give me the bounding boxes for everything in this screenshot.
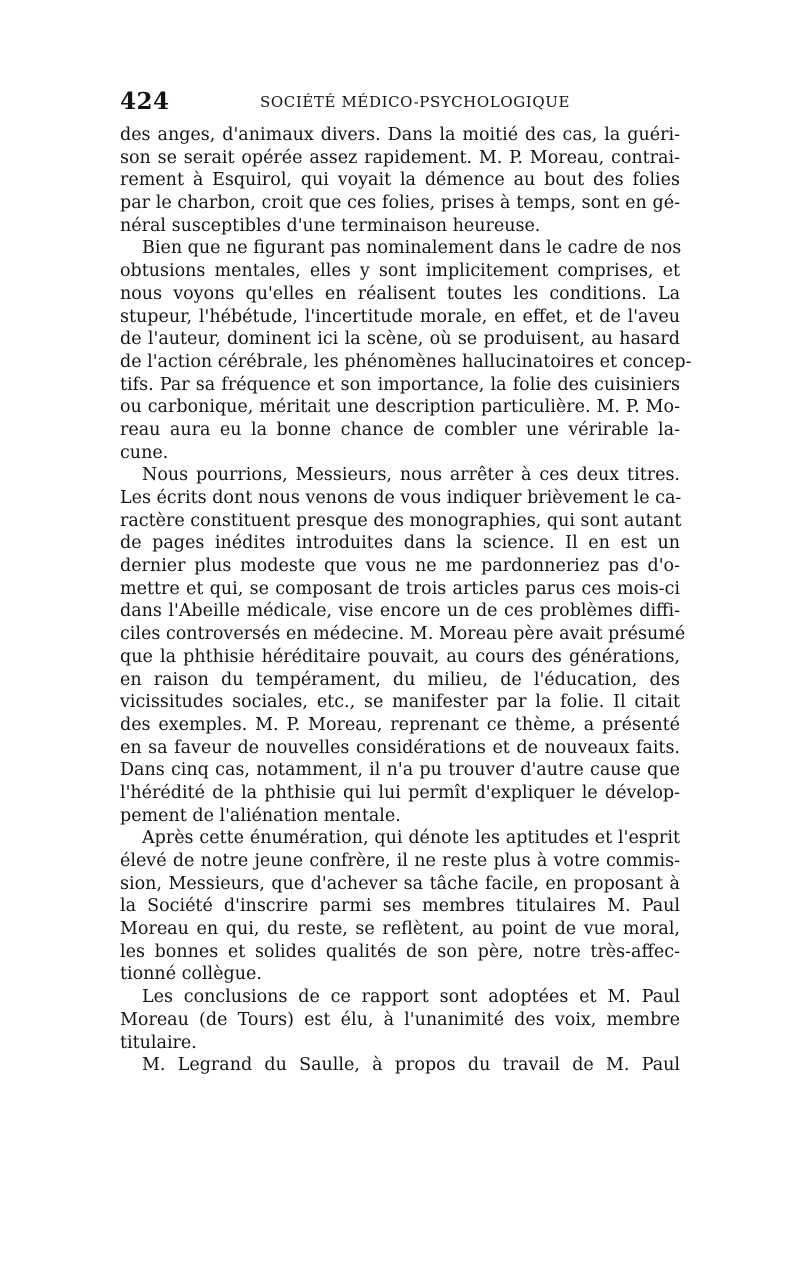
text-line: sion, Messieurs, que d'achever sa tâche facile, en proposant à <box>120 873 680 894</box>
text-line: des anges, d'animaux divers. Dans la moitié des cas, la guéri- <box>120 125 680 145</box>
text-line: néral susceptibles d'une terminaison heureuse. <box>120 215 541 236</box>
text-line: Bien que ne figurant pas nominalement dans le cadre de nos <box>142 238 682 259</box>
text-line: nous voyons qu'elles en réalisent toutes les conditions. La <box>120 283 680 304</box>
text-line: cune. <box>120 442 169 463</box>
text-line: dans l'Abeille médicale, vise encore un de ces problèmes diffi- <box>120 601 680 622</box>
text-line: Après cette énumération, qui dénote les aptitudes et l'esprit <box>142 828 680 849</box>
text-line: Nous pourrions, Messieurs, nous arrêter à ces deux titres. <box>142 465 680 486</box>
text-line: pement de l'aliénation mentale. <box>120 805 401 826</box>
text-line: mettre et qui, se composant de trois articles parus ces mois-ci <box>120 578 680 599</box>
text-line: par le charbon, croit que ces folies, prises à temps, sont en gé- <box>120 193 680 214</box>
body-text <box>120 124 692 1077</box>
text-line: M. Legrand du Saulle, à propos du travail de M. Paul <box>142 1055 680 1076</box>
text-line: son se serait opérée assez rapidement. M. P. Moreau, contrai- <box>120 147 680 168</box>
text-line: vicissitudes sociales, etc., se manifester par la folie. Il citait <box>120 692 680 713</box>
text-line: obtusions mentales, elles y sont implicitement comprises, et <box>120 261 680 282</box>
text-line: Dans cinq cas, notamment, il n'a pu trouver d'autre cause que <box>120 760 680 781</box>
text-line: les bonnes et solides qualités de son père, notre très-affec- <box>120 941 680 962</box>
text-line: de pages inédites introduites dans la science. Il en est un <box>120 533 680 554</box>
text-line: dernier plus modeste que vous ne me pardonneriez pas d'o- <box>120 556 680 577</box>
text-line: reau aura eu la bonne chance de combler une vérirable la- <box>120 419 680 440</box>
page-number: 424 <box>120 88 170 115</box>
text-line: ciles controversés en médecine. M. Moreau père avait présumé <box>120 624 686 645</box>
text-line: tionné collègue. <box>120 964 262 985</box>
text-line: en sa faveur de nouvelles considérations et de nouveaux faits. <box>120 737 680 758</box>
text-line: ractère constituent presque des monographies, qui sont autant <box>120 510 682 531</box>
text-line: rement à Esquirol, qui voyait la démence au bout des folies <box>120 170 680 191</box>
text-line: stupeur, l'hébétude, l'incertitude morale, en effet, et de l'aveu <box>120 306 680 327</box>
text-line: l'hérédité de la phthisie qui lui permît d'expliquer le dévelop- <box>120 782 680 803</box>
journal-title: SOCIÉTÉ MÉDICO-PSYCHOLOGIQUE <box>260 93 571 111</box>
text-line: la Société d'inscrire parmi ses membres titulaires M. Paul <box>120 896 680 917</box>
text-line: des exemples. M. P. Moreau, reprenant ce thème, a présenté <box>120 714 680 735</box>
text-line: de l'auteur, dominent ici la scène, où se produisent, au hasard <box>120 329 680 350</box>
text-line: Les écrits dont nous venons de vous indiquer brièvement le ca- <box>120 488 682 508</box>
text-line: Moreau (de Tours) est élu, à l'unanimité des voix, membre <box>120 1009 680 1030</box>
text-line: titulaire. <box>120 1032 197 1053</box>
running-head <box>120 88 680 118</box>
text-line: que la phthisie héréditaire pouvait, au cours des générations, <box>120 646 680 667</box>
text-line: tifs. Par sa fréquence et son importance, la folie des cuisiniers <box>120 374 680 395</box>
text-line: de l'action cérébrale, les phénomènes hallucinatoires et concep- <box>120 351 692 372</box>
text-line: Les conclusions de ce rapport sont adoptées et M. Paul <box>142 987 680 1008</box>
text-line: Moreau en qui, du reste, se reflètent, au point de vue moral, <box>120 919 680 940</box>
text-line: ou carbonique, méritait une description particulière. M. P. Mo- <box>120 397 680 418</box>
text-line: en raison du tempérament, du milieu, de l'éducation, des <box>120 669 680 690</box>
text-line: élevé de notre jeune confrère, il ne reste plus à votre commis- <box>120 851 680 871</box>
